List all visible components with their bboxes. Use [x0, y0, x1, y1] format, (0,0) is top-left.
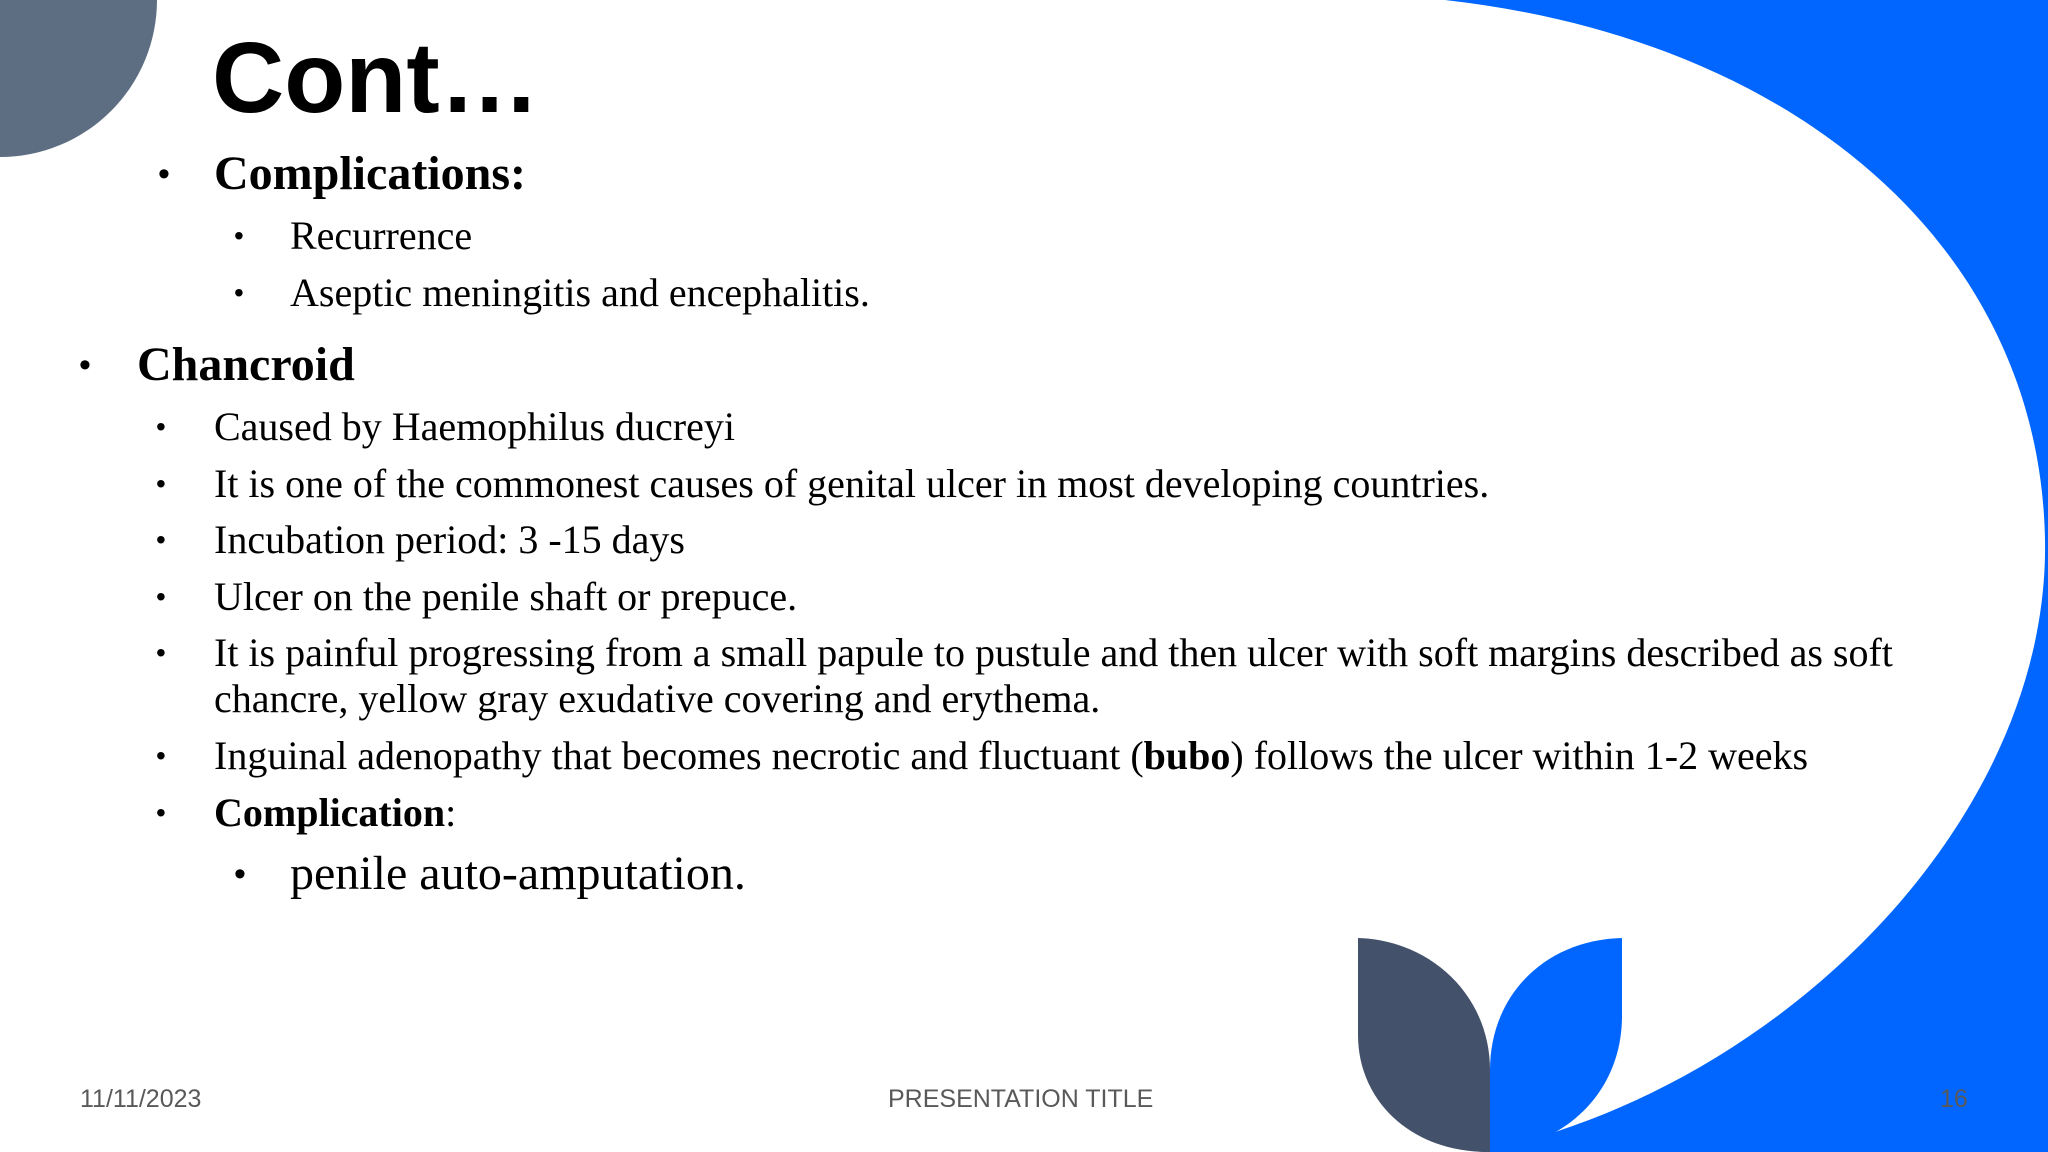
- corner-circle-shape: [0, 0, 157, 157]
- complications-heading: Complications:: [214, 147, 526, 200]
- bubo-term: bubo: [1143, 733, 1231, 778]
- list-item: [156, 630, 1944, 722]
- dark-leaf-shape: [1358, 938, 1490, 1152]
- list-item-text: It is painful progressing from a small papule to pustule and then ulcer with soft margins described as soft chancre, yellow gray exudative covering and erythema.: [214, 630, 1893, 721]
- list-item-text: Aseptic meningitis and encephalitis.: [290, 270, 870, 315]
- complication-label: Complication: [214, 790, 446, 835]
- bullet-icon: •: [158, 155, 170, 193]
- list-item-text: Incubation period: 3 -15 days: [214, 517, 685, 562]
- list-item: [156, 574, 798, 620]
- list-item: [156, 517, 685, 563]
- bullet-icon: •: [234, 855, 246, 893]
- list-item-complication: [156, 790, 457, 836]
- bullet-icon: •: [156, 797, 166, 828]
- bullet-icon: •: [156, 740, 166, 771]
- footer-page-number: 16: [1940, 1085, 1968, 1113]
- bullet-icon: •: [156, 637, 166, 668]
- slide-title: Cont…: [212, 22, 540, 134]
- footer-presentation-title: PRESENTATION TITLE: [888, 1085, 1154, 1113]
- list-item: [156, 404, 735, 450]
- list-item-text: It is one of the commonest causes of genital ulcer in most developing countries.: [214, 461, 1490, 506]
- list-item-text: penile auto-amputation.: [290, 847, 746, 900]
- adenopathy-text-before: Inguinal adenopathy that becomes necrotic and fluctuant (: [214, 733, 1144, 778]
- bullet-icon: •: [234, 220, 244, 251]
- bullet-icon: •: [156, 524, 166, 555]
- list-item-complications-heading: [158, 146, 526, 202]
- list-item: [234, 213, 473, 259]
- bullet-icon: •: [79, 346, 91, 384]
- adenopathy-text-after: ) follows the ulcer within 1-2 weeks: [1230, 733, 1809, 778]
- bullet-icon: •: [156, 468, 166, 499]
- list-item-adenopathy: [156, 733, 1809, 779]
- list-item-text: Recurrence: [290, 213, 473, 258]
- bullet-icon: •: [156, 581, 166, 612]
- list-item-chancroid-heading: [79, 337, 355, 393]
- list-item: [234, 270, 870, 316]
- list-item-text: Caused by Haemophilus ducreyi: [214, 404, 735, 449]
- bullet-icon: •: [156, 411, 166, 442]
- bullet-icon: •: [234, 277, 244, 308]
- footer-date: 11/11/2023: [80, 1085, 202, 1113]
- list-item: [156, 461, 1490, 507]
- list-item: [234, 846, 746, 902]
- list-item-text: Ulcer on the penile shaft or prepuce.: [214, 574, 798, 619]
- chancroid-heading: Chancroid: [137, 338, 355, 391]
- complication-suffix: :: [445, 790, 457, 835]
